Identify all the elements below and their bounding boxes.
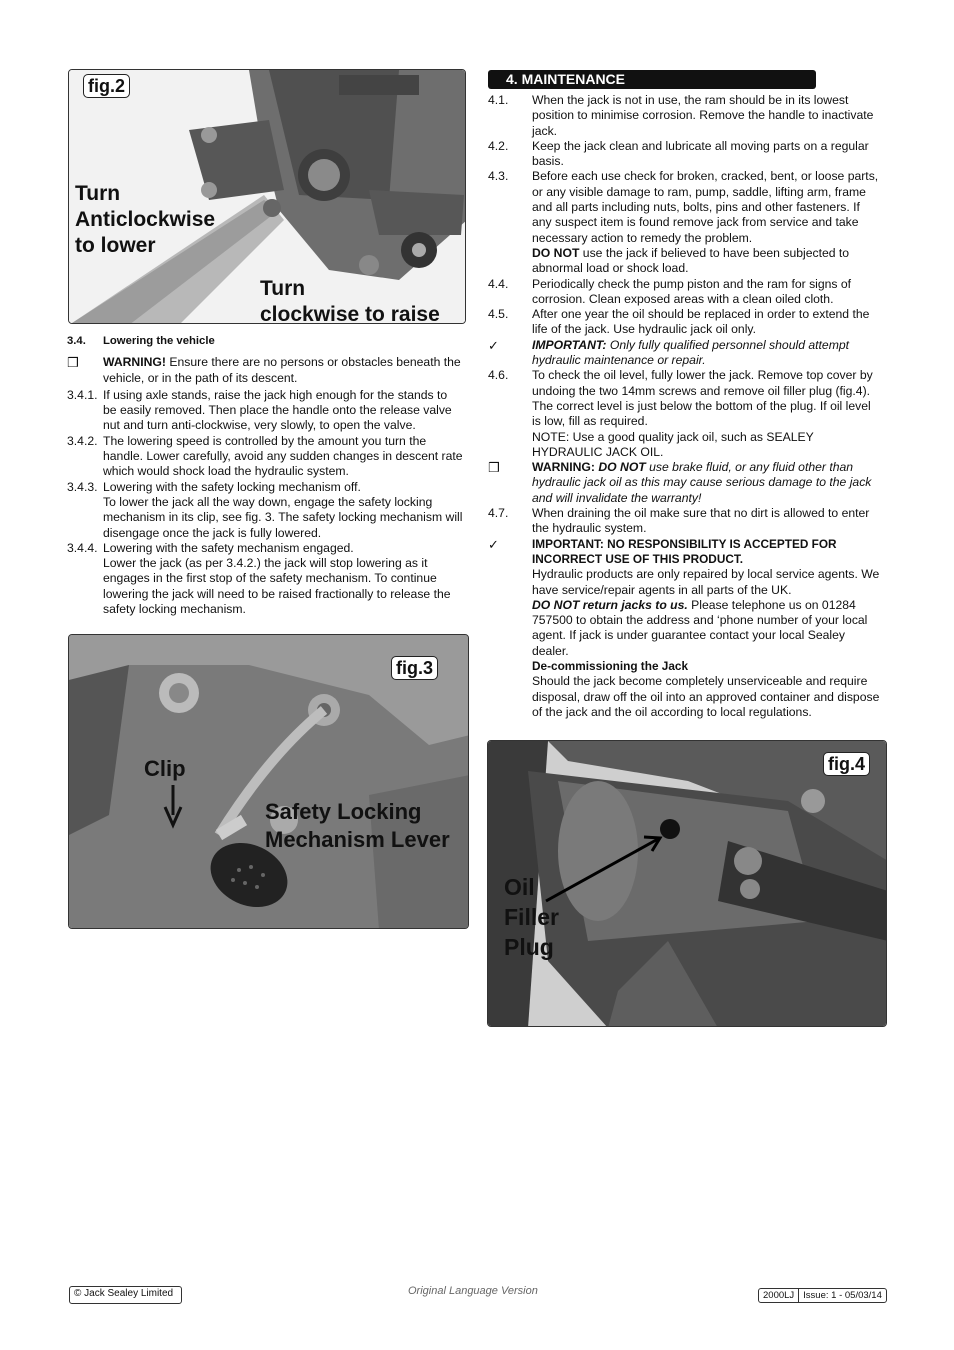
issue-box (758, 1288, 887, 1303)
maintenance-heading-bar: 4. MAINTENANCE (488, 70, 816, 89)
fig2-photo (68, 69, 466, 324)
maintenance-section (488, 70, 880, 720)
copyright-notice: © Jack Sealey Limited (69, 1286, 182, 1304)
checkbox-icon: ❒ (488, 460, 500, 476)
fig3-photo (68, 634, 469, 929)
callout-line: Anticlockwise (75, 208, 216, 231)
check-icon: ✓ (488, 337, 499, 353)
para-4-7: 4.7. When draining the oil make sure that no dirt is allowed to enter the hydraulic system. (488, 506, 870, 536)
para-3-4-3: 3.4.3. Lowering with the safety locking mechanism off. To lower the jack all the way down, engage the safety locking mechanism in its clip, see fig. 3. The safety locking mechanism will disengage once the jack is fully lowered. (67, 479, 463, 540)
para-4-4: 4.4. Periodically check the pump piston and the ram for signs of corrosion. Clean exposed areas with a clean oiled cloth. (488, 276, 852, 306)
fig3-callout-clip: Clip (144, 756, 186, 781)
callout-line: Mechanism Lever (265, 827, 450, 852)
callout-line: Turn (260, 277, 306, 300)
warning-block: ❒ WARNING! Ensure there are no persons or obstacles beneath the vehicle, or in the path of its descent. (67, 355, 461, 385)
para-4-5: 4.5. After one year the oil should be replaced in order to extend the life of the jack. Use hydraulic jack oil only. (488, 307, 870, 337)
decommission-heading: De-commissioning the Jack (532, 658, 689, 673)
callout-line: Oil (504, 874, 535, 900)
para-4-1: 4.1. When the jack is not in use, the ram should be in its lowest position to minimise corrosion. Remove the handle to inactivate jack. (488, 93, 874, 138)
lowering-section (67, 334, 463, 617)
section-heading: 3.4. Lowering the vehicle (67, 335, 215, 347)
check-icon: ✓ (488, 536, 499, 552)
para-3-4-1: 3.4.1. If using axle stands, raise the jack high enough for the stands to be easily removed. Then place the handle onto the release valve nut and turn anti-clockwise, very slowly, to open the valve. (67, 387, 452, 433)
checkbox-icon: ❒ (67, 355, 79, 371)
fig3-callout-lever (265, 798, 450, 854)
callout-line: Safety Locking (265, 799, 422, 824)
callout-line: to lower (75, 234, 156, 257)
fig4-label: fig.4 (823, 752, 870, 776)
fig3-label: fig.3 (391, 656, 438, 680)
fig2-callout-lower (75, 181, 215, 259)
important-note-1: ✓ IMPORTANT: Only fully qualified personnel should attempt hydraulic maintenance or repair. (488, 337, 850, 368)
callout-line: Turn (75, 182, 121, 205)
fig4-photo (487, 740, 887, 1027)
callout-line: clockwise to raise (260, 303, 440, 324)
para-4-3: 4.3. Before each use check for broken, cracked, bent, or loose parts, or any visible damage to ram, pump, saddle, lifting arm, frame and all parts including nuts, bolts, pins and other fasteners. If any suspect item is found remove jack from service and take necessary action to remedy the problem. DO NOT use the jack if believed to have been subjected to abnormal load or shock load. (488, 169, 879, 276)
para-4-2: 4.2. Keep the jack clean and lubricate all moving parts on a regular basis. (488, 138, 869, 169)
language-version: Original Language Version (408, 1285, 538, 1297)
warning-block-2: ❒ WARNING: DO NOT use brake fluid, or any fluid other than hydraulic jack oil as this may cause serious damage to the jack and will invalidate the warranty! (488, 460, 872, 505)
para-4-6: 4.6. To check the oil level, fully lower the jack. Remove top cover by undoing the two 14mm screws and remove oil filler plug (fig.4). The correct level is just below the bottom of the plug. If oil level is low, fill as required. NOTE: Use a good quality jack oil, such as SEALEY HYDRAULIC JACK OIL. (488, 368, 873, 459)
issue-date: Issue: 1 - 05/03/14 (803, 1290, 882, 1301)
para-3-4-4: 3.4.4. Lowering with the safety mechanism engaged. Lower the jack (as per 3.4.2.) the jack will stop lowering as it engages in the first stop of the safety mechanism. To continue lowering the jack will need to be raised fractionally to release the safety locking mechanism. (67, 540, 451, 617)
important-note-2: ✓ IMPORTANT: NO RESPONSIBILITY IS ACCEPTED FOR INCORRECT USE OF THIS PRODUCT. Hydraulic products are only repaired by local service agents. We have service/repair agents in all parts of the UK. DO NOT return jacks to us. Please telephone us on 01284 757500 to obtain the address and ‘phone number of your local agent. If jack is under guarantee contact your local Sealey dealer. De-commissioning the Jack Should the jack become completely unserviceable and require disposal, draw off the oil into an approved container and dispose of the jack and the oil according to local regulations. (488, 536, 880, 719)
model-code: 2000LJ (759, 1289, 799, 1302)
callout-line: Filler (504, 904, 559, 930)
callout-line: Plug (504, 934, 554, 960)
fig4-callout-plug (504, 872, 559, 962)
para-3-4-2: 3.4.2. The lowering speed is controlled by the amount you turn the handle. Lower carefully, avoid any sudden changes in descent rate which would shock load the hydraulic system. (67, 433, 463, 479)
fig2-callout-raise (260, 276, 440, 324)
fig2-label: fig.2 (83, 74, 130, 98)
